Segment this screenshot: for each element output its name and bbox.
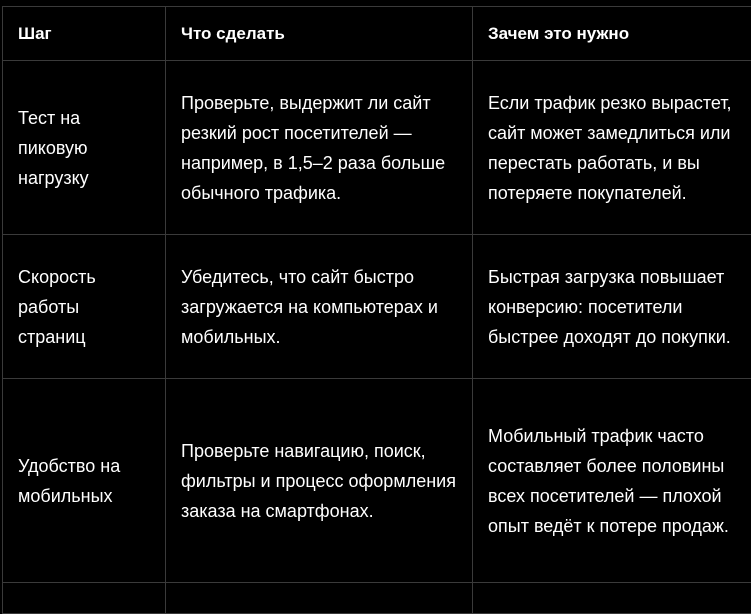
steps-table (2, 6, 751, 614)
reason-cell: Мобильный трафик часто составляет более половины всех посетителей — плохой опыт ведёт к потере продаж. (473, 379, 751, 583)
table-row (3, 61, 751, 235)
reason-cell: Быстрая загрузка повышает конверсию: посетители быстрее доходят до покупки. (473, 235, 751, 379)
step-cell (3, 583, 166, 614)
reason-cell: Если трафик резко вырастет, сайт может замедлиться или перестать работать, и вы потеряете покупателей. (473, 61, 751, 235)
action-cell: Убедитесь, что сайт быстро загружается на компьютерах и мобильных. (166, 235, 473, 379)
table-row (3, 379, 751, 583)
step-cell: Удобство на мобильных (3, 379, 166, 583)
action-cell: Проверьте, выдержит ли сайт резкий рост посетителей — например, в 1,5–2 раза больше обычного трафика. (166, 61, 473, 235)
header-step: Шаг (3, 7, 166, 61)
action-cell: Проверьте навигацию, поиск, фильтры и процесс оформления заказа на смартфонах. (166, 379, 473, 583)
table-header-row (3, 7, 751, 61)
header-action: Что сделать (166, 7, 473, 61)
action-cell (166, 583, 473, 614)
reason-cell (473, 583, 751, 614)
header-reason: Зачем это нужно (473, 7, 751, 61)
table-row (3, 235, 751, 379)
step-cell: Скорость работы страниц (3, 235, 166, 379)
table-row-partial (3, 583, 751, 614)
step-cell: Тест на пиковую нагрузку (3, 61, 166, 235)
